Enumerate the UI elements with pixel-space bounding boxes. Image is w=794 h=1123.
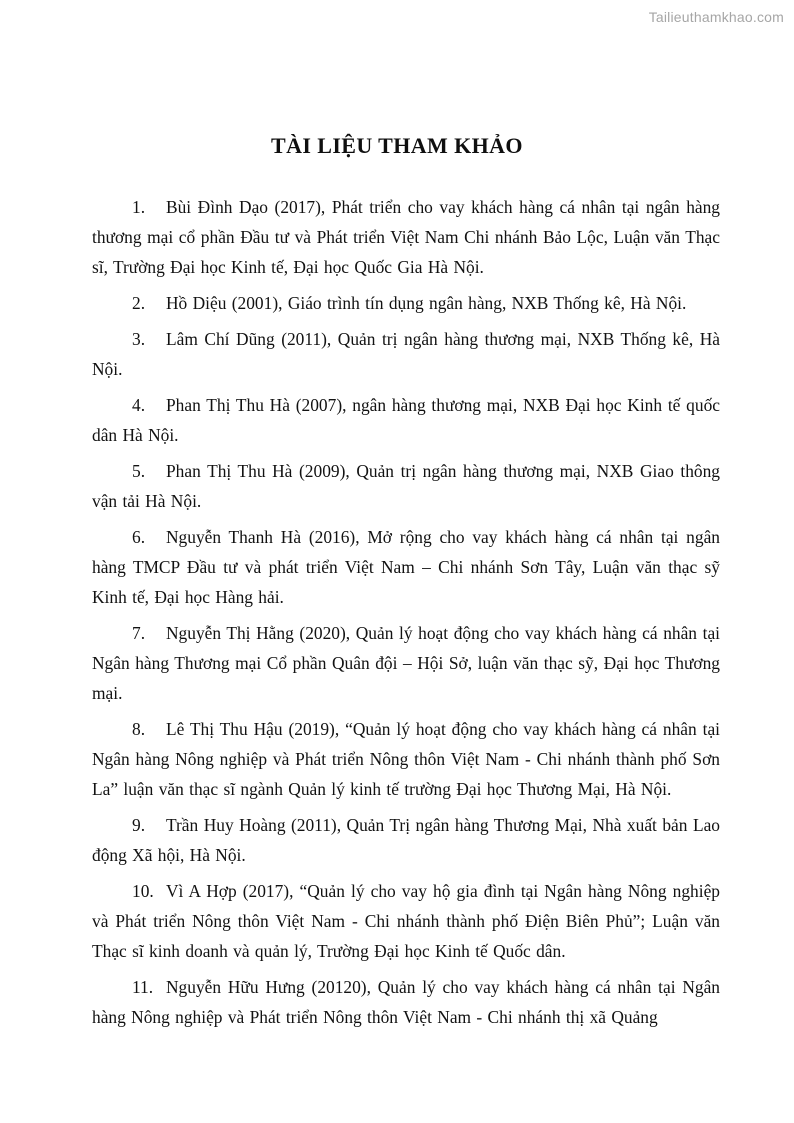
reference-item-4 (92, 390, 720, 450)
reference-number: 5. (132, 461, 146, 481)
reference-item-7 (92, 618, 720, 708)
reference-number: 10. (132, 881, 154, 901)
watermark-text: Tailieuthamkhao.com (648, 9, 784, 25)
reference-text: Phan Thị Thu Hà (2007), ngân hàng thương mại, NXB Đại học Kinh tế quốc dân Hà Nội. (92, 395, 720, 445)
reference-item-9 (92, 810, 720, 870)
reference-number: 8. (132, 719, 146, 739)
reference-number: 6. (132, 527, 146, 547)
reference-number: 3. (132, 329, 146, 349)
reference-number: 9. (132, 815, 146, 835)
reference-number: 2. (132, 293, 146, 313)
reference-text: Trần Huy Hoàng (2011), Quản Trị ngân hàng Thương Mại, Nhà xuất bản Lao động Xã hội, Hà Nội. (92, 815, 720, 865)
reference-item-11 (92, 972, 720, 1032)
reference-item-8 (92, 714, 720, 804)
references-list (92, 192, 720, 1032)
reference-item-1 (92, 192, 720, 282)
reference-number: 4. (132, 395, 146, 415)
reference-item-6 (92, 522, 720, 612)
reference-text: Lê Thị Thu Hậu (2019), “Quản lý hoạt động cho vay khách hàng cá nhân tại Ngân hàng Nông nghiệp và Phát triển Nông thôn Việt Nam - Chi nhánh thành phố Sơn La” luận văn thạc sĩ ngành Quản lý kinh tế trường Đại học Thương Mại, Hà Nội. (92, 719, 720, 799)
reference-text: Bùi Đình Dạo (2017), Phát triển cho vay khách hàng cá nhân tại ngân hàng thương mại cổ phần Đầu tư và Phát triển Việt Nam Chi nhánh Bảo Lộc, Luận văn Thạc sĩ, Trường Đại học Kinh tế, Đại học Quốc Gia Hà Nội. (92, 197, 720, 277)
reference-number: 11. (132, 977, 154, 997)
reference-text: Nguyễn Thanh Hà (2016), Mở rộng cho vay khách hàng cá nhân tại ngân hàng TMCP Đầu tư và phát triển Việt Nam – Chi nhánh Sơn Tây, Luận văn thạc sỹ Kinh tế, Đại học Hàng hải. (92, 527, 720, 607)
reference-item-3 (92, 324, 720, 384)
reference-item-2 (92, 288, 720, 318)
reference-text: Lâm Chí Dũng (2011), Quản trị ngân hàng thương mại, NXB Thống kê, Hà Nội. (92, 329, 720, 379)
reference-text: Nguyễn Hữu Hưng (20120), Quản lý cho vay khách hàng cá nhân tại Ngân hàng Nông nghiệp và Phát triển Nông thôn Việt Nam - Chi nhánh thị xã Quảng (92, 977, 720, 1027)
reference-text: Nguyễn Thị Hằng (2020), Quản lý hoạt động cho vay khách hàng cá nhân tại Ngân hàng Thương mại Cổ phần Quân đội – Hội Sở, luận văn thạc sỹ, Đại học Thương mại. (92, 623, 720, 703)
reference-number: 7. (132, 623, 146, 643)
reference-text: Phan Thị Thu Hà (2009), Quản trị ngân hàng thương mại, NXB Giao thông vận tải Hà Nội. (92, 461, 720, 511)
reference-number: 1. (132, 197, 146, 217)
page-title: TÀI LIỆU THAM KHẢO (271, 133, 523, 158)
reference-item-10 (92, 876, 720, 966)
reference-item-5 (92, 456, 720, 516)
reference-text: Hồ Diệu (2001), Giáo trình tín dụng ngân hàng, NXB Thống kê, Hà Nội. (166, 293, 687, 313)
reference-text: Vì A Hợp (2017), “Quản lý cho vay hộ gia đình tại Ngân hàng Nông nghiệp và Phát triển Nông thôn Việt Nam - Chi nhánh thành phố Điện Biên Phủ”; Luận văn Thạc sĩ kinh doanh và quản lý, Trường Đại học Kinh tế Quốc dân. (92, 881, 720, 961)
